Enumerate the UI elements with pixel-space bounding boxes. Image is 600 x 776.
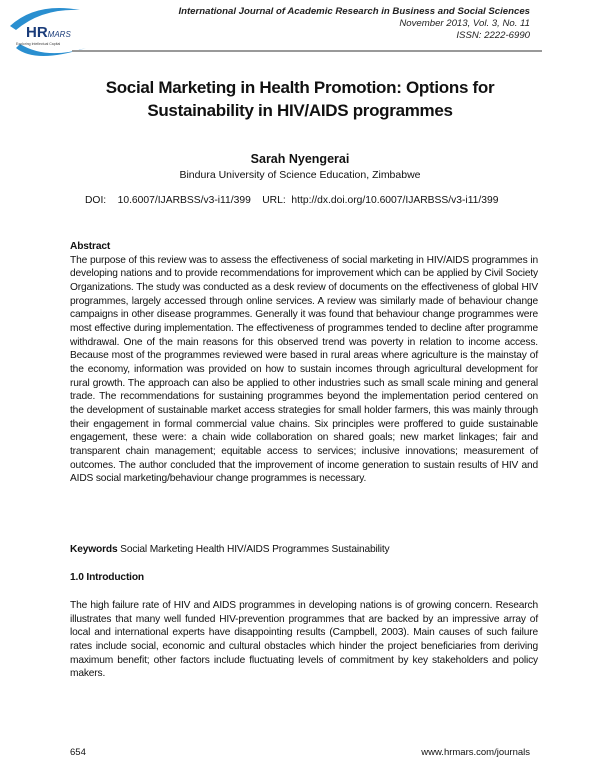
intro-text: The high failure rate of HIV and AIDS programmes in developing nations is of growing concern. Research illustrates that many well funded HIV-prevention programmes that are backed by an impressive array of local and international experts have disappointing results (Campbell, 2003). Main causes of such failure rates include social, economic and cultural obstacles which hinder the project beneficiaries from deriving maximum benefit; other factors include fluctuating levels of commitment by key stakeholders and policy makers. [70, 600, 538, 680]
keywords-label: Keywords [70, 544, 118, 555]
keywords [70, 543, 538, 557]
footer-url[interactable]: www.hrmars.com/journals [421, 747, 530, 758]
journal-issue: November 2013, Vol. 3, No. 11 [399, 18, 530, 29]
abstract-text: The purpose of this review was to assess the effectiveness of social marketing in HIV/AIDS programmes in developing nations and to provide recommendations for improvement which can be applied by Civil Society Organizations. The study was conducted as a desk review of documents on the effectiveness of global HIV programmes, largely accessed through online services. A review was similarly made of behaviour change campaigns in other disease programmes. Generally it was found that behaviour change programmes were most effective during implementation. The effectiveness of programmes tended to decline after programme withdrawal. One of the main reasons for this observed trend was poverty in relation to income access. Because most of the programmes reviewed were based in rural areas where agriculture is the mainstay of the economy, information was provided on how to sustain incomes through agricultural development for rural growth. The approach can also be applied to other industries such as small scale mining and general trade. The recommendations for sustaining programmes beyond the implementation period centered on the development of sustainable market access strategies for small holder farmers, this was mainly through their engagement in formal commercial value chains. Six principles were proffered to guide sustainable engagement, these were: a chain wide collaboration on shared goals; new market linkages; fair and transparent chain management; equitable access to services; inclusive innovations; measurement of outcomes. The author concluded that the improvement of income generation to sustain results of HIV and AIDS social marketing/behaviour change programmes is necessary. [70, 254, 538, 485]
intro-heading: 1.0 Introduction [70, 572, 145, 583]
logo-text: HR [26, 24, 48, 41]
journal-name: International Journal of Academic Research in Business and Social Sciences [178, 6, 530, 17]
affiliation: Bindura University of Science Education, Zimbabwe [179, 169, 421, 181]
abstract-heading: Abstract [70, 241, 111, 252]
page-number: 654 [70, 747, 86, 758]
author: Sarah Nyengerai [250, 152, 350, 166]
logo-text-2: MARS [47, 30, 71, 39]
journal-header [178, 6, 530, 42]
journal-issn: ISSN: 2222-6990 [456, 30, 530, 41]
logo-tagline: Exploring Intellectual Capital [16, 42, 61, 46]
abstract [70, 240, 538, 486]
header-rule [72, 50, 542, 52]
paper-title: Social Marketing in Health Promotion: Options for Sustainability in HIV/AIDS programmes [105, 78, 495, 120]
keywords-text: Social Marketing Health HIV/AIDS Programmes Sustainability [117, 544, 390, 555]
doi-line: DOI: 10.6007/IJARBSS/v3-i11/399 URL: http://dx.doi.org/10.6007/IJARBSS/v3-i11/399 [85, 195, 499, 206]
hrmars-logo [6, 4, 92, 62]
